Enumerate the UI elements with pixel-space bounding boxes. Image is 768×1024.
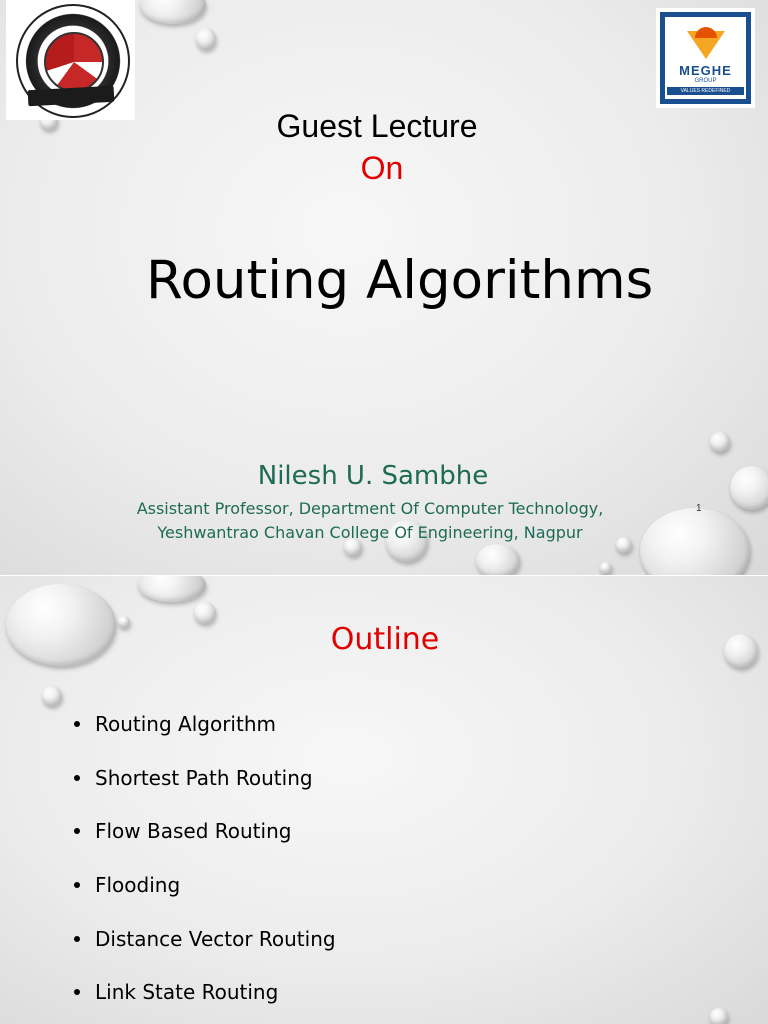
water-drop [138, 576, 206, 602]
bullet-icon [74, 989, 80, 995]
outline-item-label: Flooding [95, 873, 181, 898]
outline-title: Outline [330, 622, 440, 657]
meghe-logo-tagline: VALUES REDEFINED [667, 87, 744, 95]
water-drop [196, 28, 216, 50]
slide-title: Routing Algorithms [146, 250, 654, 311]
presenter-affiliation [0, 497, 740, 545]
college-seal-emblem [44, 32, 104, 92]
bullet-icon [74, 936, 80, 942]
outline-item-label: Distance Vector Routing [95, 926, 336, 951]
affiliation-line-1: Assistant Professor, Department Of Computer Technology, [136, 499, 604, 518]
water-drop [140, 0, 206, 24]
meghe-logo-name: MEGHE [679, 63, 732, 78]
bullet-icon [74, 828, 80, 834]
water-drop [710, 1008, 728, 1024]
college-logo [6, 0, 135, 120]
outline-item [72, 863, 336, 917]
outline-item-label: Routing Algorithm [95, 712, 276, 736]
bullet-icon [74, 775, 80, 781]
outline-item-label: Flow Based Routing [95, 819, 292, 844]
meghe-logo-group: GROUP [694, 78, 717, 84]
meghe-logo-panel [665, 17, 746, 99]
outline-item [72, 917, 336, 971]
bullet-icon [74, 882, 80, 888]
outline-item [72, 970, 336, 1024]
outline-item [72, 809, 336, 863]
outline-list [72, 702, 336, 1024]
slide-page-number: 1 [696, 503, 702, 514]
on-connector: On [360, 150, 404, 186]
meghe-sun-icon [695, 27, 717, 38]
water-drop [42, 686, 62, 706]
meghe-group-logo [656, 8, 755, 108]
meghe-logo-frame [660, 12, 751, 104]
outline-slide [0, 576, 768, 1024]
affiliation-line-2: Yeshwantrao Chavan College Of Engineering, Nagpur [157, 523, 583, 542]
water-drop [476, 544, 520, 575]
guest-lecture-heading: Guest Lecture [276, 108, 478, 144]
water-drop [600, 562, 612, 574]
outline-item [72, 702, 336, 756]
outline-item [72, 756, 336, 810]
outline-item-label: Shortest Path Routing [95, 765, 313, 790]
bullet-icon [74, 721, 80, 727]
water-drop [710, 432, 730, 452]
outline-item-label: Link State Routing [95, 980, 279, 1005]
presenter-name: Nilesh U. Sambhe [257, 461, 489, 491]
